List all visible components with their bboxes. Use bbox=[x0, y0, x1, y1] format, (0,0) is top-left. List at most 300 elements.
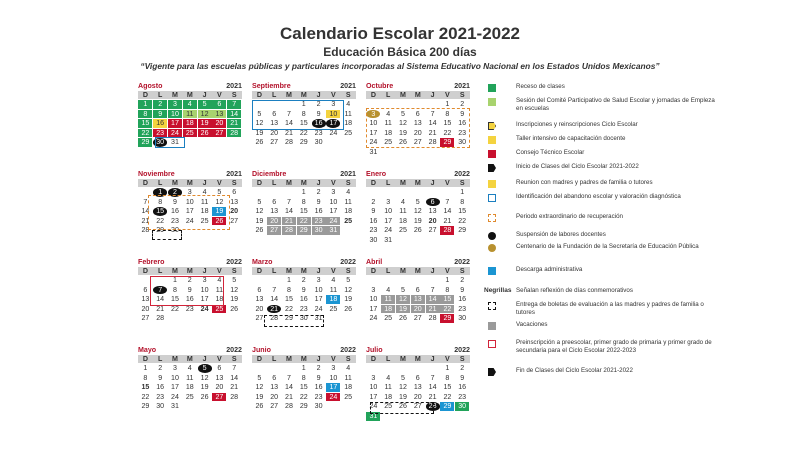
day-cell: 24 bbox=[185, 216, 194, 225]
weekday-label: M bbox=[172, 91, 178, 99]
day-cell: 24 bbox=[384, 226, 393, 235]
month-year: 2021 bbox=[226, 170, 242, 178]
day-cell: 19 bbox=[399, 392, 407, 401]
day-cell: 11 bbox=[200, 197, 209, 206]
day-cell: 30 bbox=[369, 236, 378, 244]
day-cell: 9 bbox=[460, 285, 465, 294]
day-cell: 31 bbox=[366, 412, 380, 421]
day-cell: 3 bbox=[187, 188, 192, 196]
day-cell: 28 bbox=[282, 226, 296, 235]
day-cell: 27 bbox=[267, 226, 281, 235]
day-cell: 8 bbox=[158, 197, 163, 206]
day-cell: 27 bbox=[230, 216, 239, 225]
day-cell: 11 bbox=[329, 285, 338, 294]
red-swatch-icon bbox=[488, 150, 496, 158]
day-cell: 14 bbox=[426, 295, 440, 304]
weekday-label: S bbox=[459, 355, 465, 363]
month-name: Febrero bbox=[138, 258, 165, 266]
day-cell: 5 bbox=[198, 100, 212, 109]
day-cell: 4 bbox=[386, 109, 391, 118]
day-cell: 8 bbox=[445, 373, 450, 382]
day-cell: 16 bbox=[185, 295, 194, 304]
weekday-label: V bbox=[445, 179, 450, 187]
day-cell: 2 bbox=[316, 364, 321, 372]
day-cell: 6 bbox=[232, 188, 237, 196]
month-name: Enero bbox=[366, 170, 387, 178]
day-cell: 3 bbox=[366, 110, 380, 119]
month-header bbox=[252, 82, 356, 91]
day-cell: 24 bbox=[171, 392, 179, 401]
day-cell: 12 bbox=[198, 110, 212, 119]
weekday-label: M bbox=[172, 267, 178, 275]
weekday-label: S bbox=[459, 179, 465, 187]
day-cell: 15 bbox=[153, 207, 167, 216]
legend-label: Consejo Técnico Escolar bbox=[516, 149, 585, 156]
day-cell: 9 bbox=[316, 373, 321, 382]
day-cell: 12 bbox=[344, 285, 353, 294]
day-cell: 27 bbox=[212, 393, 226, 402]
weekday-label: D bbox=[256, 179, 262, 187]
day-cell: 30 bbox=[312, 226, 326, 235]
day-cell: 21 bbox=[285, 128, 293, 137]
day-cell: 29 bbox=[458, 226, 467, 235]
month-header bbox=[138, 258, 242, 267]
day-cell: 3 bbox=[331, 188, 336, 196]
weekday-label: S bbox=[231, 91, 237, 99]
day-cell: 28 bbox=[227, 129, 241, 138]
day-cell: 23 bbox=[458, 128, 467, 137]
weekday-label: L bbox=[272, 91, 277, 99]
weekday-label: V bbox=[217, 267, 222, 275]
day-cell: 15 bbox=[443, 119, 452, 128]
weekday-label: S bbox=[345, 91, 351, 99]
day-cell: 16 bbox=[458, 119, 467, 128]
day-cell: 22 bbox=[156, 216, 165, 225]
day-cell: 3 bbox=[316, 276, 321, 284]
weekday-label: D bbox=[370, 355, 376, 363]
weekday-label: J bbox=[316, 355, 321, 363]
month-octubre bbox=[366, 82, 470, 158]
month-year: 2022 bbox=[454, 258, 470, 266]
weekday-label: S bbox=[345, 267, 351, 275]
page-title: Calendario Escolar 2021-2022 bbox=[279, 24, 521, 43]
day-cell: 22 bbox=[440, 305, 454, 314]
day-cell: 26 bbox=[255, 138, 264, 147]
weekday-label: S bbox=[231, 179, 237, 187]
month-header bbox=[366, 170, 470, 179]
weekday-label: M bbox=[414, 179, 421, 187]
month-junio bbox=[252, 346, 356, 422]
month-header bbox=[138, 82, 242, 91]
day-cell: 5 bbox=[401, 373, 405, 382]
day-cell: 28 bbox=[426, 402, 440, 411]
weekday-label: J bbox=[316, 91, 321, 99]
day-cell: 20 bbox=[141, 304, 150, 313]
month-name: Diciembre bbox=[252, 170, 287, 178]
day-cell: 13 bbox=[270, 207, 279, 216]
weekday-header bbox=[138, 267, 242, 275]
day-cell: 27 bbox=[428, 226, 437, 235]
day-cell: 7 bbox=[430, 285, 435, 294]
day-cell: 18 bbox=[344, 119, 353, 128]
weekday-header bbox=[366, 91, 470, 99]
day-cell: 5 bbox=[401, 285, 405, 294]
day-cell: 21 bbox=[285, 392, 293, 401]
day-cell: 2 bbox=[301, 276, 306, 284]
day-cell: 12 bbox=[255, 207, 264, 216]
day-cell: 15 bbox=[171, 295, 179, 304]
day-cell: 2 bbox=[460, 100, 465, 108]
day-cell: 6 bbox=[272, 109, 277, 118]
day-cell: 9 bbox=[301, 285, 306, 294]
month-header bbox=[252, 258, 356, 267]
day-cell: 11 bbox=[384, 383, 392, 392]
blue-outline-icon bbox=[488, 194, 496, 202]
day-cell: 31 bbox=[326, 226, 340, 235]
month-name: Noviembre bbox=[138, 170, 175, 178]
weekday-label: D bbox=[142, 267, 148, 275]
day-cell: 18 bbox=[215, 295, 224, 304]
weekday-label: L bbox=[386, 355, 391, 363]
month-name: Mayo bbox=[138, 346, 157, 354]
day-cell: 2 bbox=[158, 364, 163, 372]
day-cell: 13 bbox=[270, 119, 279, 128]
day-cell: 23 bbox=[314, 128, 323, 137]
day-cell: 13 bbox=[270, 383, 279, 392]
day-cell: 4 bbox=[386, 285, 391, 294]
legend-label: Reunion con madres y padres de familia o tutores bbox=[516, 179, 653, 186]
day-cell: 4 bbox=[331, 276, 336, 284]
day-cell: 14 bbox=[428, 119, 437, 128]
day-cell: 9 bbox=[371, 207, 376, 216]
day-cell: 17 bbox=[384, 216, 393, 225]
day-cell: 4 bbox=[346, 100, 351, 108]
weekday-label: V bbox=[217, 91, 222, 99]
month-header bbox=[252, 170, 356, 179]
weekday-label: D bbox=[142, 355, 148, 363]
day-cell: 7 bbox=[227, 100, 241, 109]
day-cell: 31 bbox=[171, 402, 179, 411]
day-cell: 20 bbox=[270, 392, 279, 401]
day-cell: 20 bbox=[230, 207, 239, 216]
day-cell: 26 bbox=[413, 226, 422, 235]
day-cell: 30 bbox=[458, 138, 467, 147]
day-cell: 21 bbox=[443, 216, 452, 225]
day-cell: 23 bbox=[156, 392, 165, 401]
weekday-label: M bbox=[300, 267, 307, 275]
day-cell: 17 bbox=[168, 119, 182, 128]
day-cell: 4 bbox=[401, 197, 405, 206]
weekday-label: D bbox=[256, 267, 262, 275]
day-cell: 19 bbox=[255, 128, 264, 137]
day-cell: 28 bbox=[285, 138, 293, 147]
day-cell: 23 bbox=[314, 392, 323, 401]
weekday-label: M bbox=[300, 355, 307, 363]
day-cell: 3 bbox=[331, 100, 336, 108]
day-cell: 26 bbox=[399, 138, 407, 147]
day-cell: 18 bbox=[183, 119, 197, 128]
month-name: Julio bbox=[366, 346, 383, 354]
day-cell: 19 bbox=[230, 295, 239, 304]
orange-dashed-icon bbox=[488, 214, 496, 222]
day-cell: 17 bbox=[185, 207, 194, 216]
day-cell: 11 bbox=[384, 119, 392, 128]
day-cell: 19 bbox=[212, 207, 226, 216]
day-cell: 12 bbox=[200, 373, 209, 382]
yellow-tag-icon bbox=[488, 122, 496, 130]
day-cell: 15 bbox=[299, 207, 308, 216]
weekday-label: L bbox=[386, 91, 391, 99]
day-cell: 21 bbox=[428, 392, 437, 401]
month-febrero bbox=[138, 258, 242, 334]
day-cell: 18 bbox=[399, 216, 407, 225]
day-cell: 4 bbox=[386, 373, 391, 382]
day-cell: 8 bbox=[301, 373, 306, 382]
legend-label: Vacaciones bbox=[516, 321, 548, 328]
month-diciembre bbox=[252, 170, 356, 246]
day-cell: 3 bbox=[173, 364, 177, 372]
day-cell: 6 bbox=[272, 197, 277, 206]
day-cell: 21 bbox=[227, 119, 241, 128]
day-cell: 8 bbox=[143, 373, 148, 382]
gold-dot-icon bbox=[488, 244, 496, 252]
day-cell: 12 bbox=[413, 207, 422, 216]
day-cell: 8 bbox=[301, 197, 306, 206]
month-header bbox=[366, 82, 470, 91]
weekday-label: S bbox=[345, 179, 351, 187]
weekday-label: J bbox=[202, 179, 207, 187]
month-year: 2021 bbox=[454, 82, 470, 90]
day-cell: 13 bbox=[230, 197, 239, 206]
month-header bbox=[252, 346, 356, 355]
day-cell: 24 bbox=[168, 129, 182, 138]
weekday-label: M bbox=[186, 179, 193, 187]
day-cell: 20 bbox=[413, 392, 422, 401]
day-cell: 29 bbox=[297, 226, 311, 235]
day-cell: 27 bbox=[212, 129, 226, 138]
day-cell: 9 bbox=[153, 110, 167, 119]
day-cell: 22 bbox=[443, 128, 452, 137]
day-cell: 8 bbox=[287, 285, 291, 294]
day-cell: 23 bbox=[299, 304, 308, 313]
yellow-swatch-icon bbox=[488, 136, 496, 144]
weekday-label: M bbox=[400, 91, 406, 99]
day-cell: 1 bbox=[173, 276, 177, 284]
day-cell: 1 bbox=[138, 100, 152, 109]
day-cell: 2 bbox=[316, 100, 321, 108]
month-abril bbox=[366, 258, 470, 334]
day-cell: 4 bbox=[187, 364, 192, 372]
weekday-label: V bbox=[445, 267, 450, 275]
day-cell: 21 bbox=[141, 216, 150, 225]
weekday-label: L bbox=[158, 179, 163, 187]
day-cell: 29 bbox=[440, 314, 454, 323]
day-cell: 9 bbox=[173, 197, 177, 206]
day-cell: 9 bbox=[158, 373, 163, 382]
day-cell: 5 bbox=[257, 197, 262, 206]
weekday-label: M bbox=[400, 355, 406, 363]
day-cell: 13 bbox=[255, 295, 264, 304]
day-cell: 29 bbox=[285, 314, 293, 323]
day-cell: 17 bbox=[326, 383, 340, 392]
day-cell: 2 bbox=[371, 197, 376, 206]
day-cell: 31 bbox=[314, 314, 323, 323]
day-cell: 17 bbox=[369, 304, 378, 313]
month-name: Marzo bbox=[252, 258, 273, 266]
weekday-label: V bbox=[331, 355, 336, 363]
day-cell: 22 bbox=[299, 392, 308, 401]
day-cell: 28 bbox=[141, 226, 150, 235]
weekday-label: L bbox=[386, 179, 391, 187]
day-cell: 28 bbox=[428, 138, 437, 147]
day-cell: 28 bbox=[270, 314, 279, 323]
day-cell: 8 bbox=[445, 285, 450, 294]
day-cell: 26 bbox=[230, 304, 239, 313]
day-cell: 22 bbox=[458, 216, 467, 225]
day-cell: 22 bbox=[297, 217, 311, 226]
day-cell: 16 bbox=[153, 119, 167, 128]
day-cell: 29 bbox=[299, 402, 308, 411]
day-cell: 20 bbox=[411, 305, 425, 314]
day-cell: 2 bbox=[460, 276, 465, 284]
day-cell: 6 bbox=[415, 373, 420, 382]
weekday-header bbox=[252, 267, 356, 275]
red-outline-icon bbox=[488, 340, 496, 348]
weekday-label: M bbox=[172, 179, 178, 187]
day-cell: 1 bbox=[153, 188, 167, 197]
day-cell: 20 bbox=[255, 304, 264, 313]
weekday-label: M bbox=[414, 267, 421, 275]
month-header bbox=[366, 258, 470, 267]
day-cell: 23 bbox=[312, 217, 326, 226]
month-year: 2022 bbox=[226, 258, 242, 266]
day-cell: 13 bbox=[413, 119, 422, 128]
day-cell: 11 bbox=[381, 295, 395, 304]
weekday-label: M bbox=[400, 179, 406, 187]
day-cell: 25 bbox=[344, 128, 353, 137]
day-cell: 1 bbox=[460, 188, 465, 196]
weekday-label: L bbox=[272, 179, 277, 187]
day-cell: 15 bbox=[299, 383, 308, 392]
weekday-label: M bbox=[300, 91, 307, 99]
day-cell: 14 bbox=[285, 119, 293, 128]
legend-bold-label: Negrillas bbox=[484, 287, 512, 294]
day-cell: 7 bbox=[232, 364, 237, 372]
day-cell: 1 bbox=[445, 100, 450, 108]
day-cell: 18 bbox=[185, 383, 194, 392]
day-cell: 25 bbox=[384, 314, 393, 323]
month-name: Abril bbox=[366, 258, 383, 266]
day-cell: 11 bbox=[344, 109, 352, 118]
legend-label: Sesión del Comité Participativo de Salud Escolar y jornadas de Empleza en escuelas bbox=[516, 97, 715, 112]
day-cell: 24 bbox=[326, 217, 340, 226]
day-cell: 6 bbox=[257, 285, 262, 294]
month-header bbox=[366, 346, 470, 355]
day-cell: 29 bbox=[138, 138, 152, 147]
day-cell: 19 bbox=[198, 119, 212, 128]
day-cell: 23 bbox=[185, 304, 194, 313]
month-name: Septiembre bbox=[252, 82, 291, 90]
day-cell: 1 bbox=[301, 100, 306, 108]
day-cell: 7 bbox=[153, 286, 167, 295]
day-cell: 1 bbox=[143, 364, 148, 372]
day-cell: 9 bbox=[316, 197, 321, 206]
day-cell: 19 bbox=[413, 216, 422, 225]
day-cell: 9 bbox=[460, 373, 465, 382]
day-cell: 12 bbox=[399, 383, 407, 392]
day-cell: 15 bbox=[443, 383, 452, 392]
day-cell: 7 bbox=[430, 373, 435, 382]
weekday-label: V bbox=[445, 91, 450, 99]
day-cell: 31 bbox=[171, 138, 179, 147]
weekday-label: S bbox=[459, 267, 465, 275]
day-cell: 8 bbox=[173, 285, 177, 294]
day-cell: 6 bbox=[217, 364, 222, 372]
day-cell: 11 bbox=[344, 197, 352, 206]
weekday-label: D bbox=[142, 179, 148, 187]
day-cell: 25 bbox=[183, 129, 197, 138]
legend-label: Descarga administrativa bbox=[516, 266, 583, 273]
month-year: 2022 bbox=[340, 346, 356, 354]
black-tag-icon bbox=[488, 368, 496, 376]
legend-label: Señalan reflexión de días conmemorativos bbox=[516, 287, 633, 294]
day-cell: 22 bbox=[285, 304, 293, 313]
day-cell: 11 bbox=[186, 373, 194, 382]
day-cell: 10 bbox=[329, 197, 338, 206]
day-cell: 16 bbox=[458, 295, 467, 304]
day-cell: 24 bbox=[314, 304, 323, 313]
day-cell: 14 bbox=[428, 383, 437, 392]
day-cell: 27 bbox=[255, 314, 264, 323]
day-cell: 18 bbox=[344, 383, 353, 392]
day-cell: 1 bbox=[445, 276, 450, 284]
weekday-header bbox=[138, 91, 242, 99]
day-cell: 9 bbox=[187, 285, 192, 294]
day-cell: 18 bbox=[384, 392, 393, 401]
day-cell: 27 bbox=[270, 402, 279, 411]
legend-label: Periodo extraordinario de recuperación bbox=[516, 213, 623, 220]
month-year: 2022 bbox=[454, 346, 470, 354]
weekday-label: M bbox=[186, 267, 193, 275]
day-cell: 12 bbox=[399, 119, 407, 128]
day-cell: 3 bbox=[371, 373, 376, 382]
day-cell: 25 bbox=[344, 392, 353, 401]
day-cell: 25 bbox=[399, 226, 407, 235]
day-cell: 16 bbox=[156, 383, 165, 392]
day-cell: 3 bbox=[202, 276, 207, 284]
weekday-label: M bbox=[414, 91, 421, 99]
weekday-label: J bbox=[202, 91, 207, 99]
gray-swatch-icon bbox=[488, 322, 496, 330]
day-cell: 8 bbox=[445, 109, 450, 118]
day-cell: 7 bbox=[287, 373, 291, 382]
day-cell: 10 bbox=[369, 295, 378, 304]
day-cell: 5 bbox=[257, 109, 262, 118]
legend-label: Fin de Clases del Ciclo Escolar 2021-2022 bbox=[516, 367, 633, 374]
day-cell: 11 bbox=[183, 110, 197, 119]
legend-label: Centenario de la Fundación de la Secretaría de Educación Pública bbox=[516, 243, 699, 250]
day-cell: 11 bbox=[399, 207, 407, 216]
day-cell: 7 bbox=[143, 197, 148, 206]
day-cell: 25 bbox=[329, 304, 338, 313]
day-cell: 7 bbox=[272, 285, 277, 294]
day-cell: 7 bbox=[445, 197, 450, 206]
day-cell: 26 bbox=[212, 217, 226, 226]
day-cell: 25 bbox=[384, 138, 393, 147]
day-cell: 1 bbox=[287, 276, 291, 284]
day-cell: 16 bbox=[299, 295, 308, 304]
day-cell: 23 bbox=[369, 226, 378, 235]
